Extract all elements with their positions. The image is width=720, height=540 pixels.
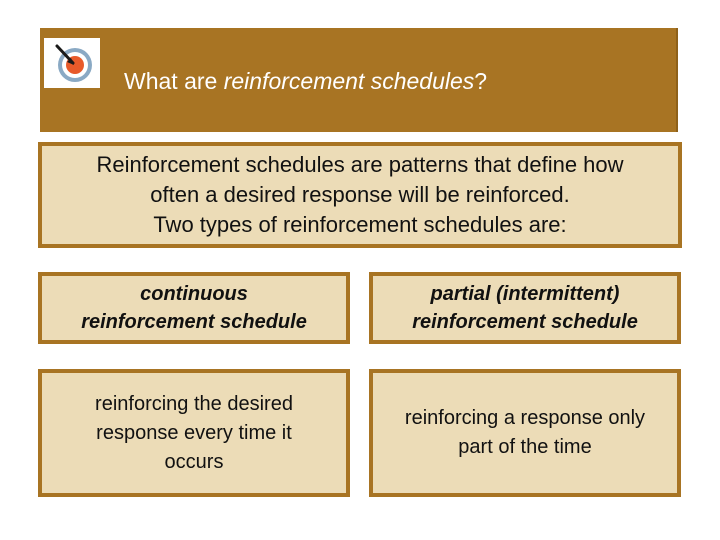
partial-heading-line: reinforcement schedule	[412, 311, 638, 333]
target-arrow-icon	[44, 38, 100, 88]
partial-heading-box	[369, 272, 681, 344]
partial-description-line: part of the time	[458, 436, 592, 458]
title-bar	[40, 28, 678, 132]
definition-box	[38, 142, 682, 248]
partial-description-box	[369, 369, 681, 497]
definition-line: Reinforcement schedules are patterns that define how	[96, 152, 624, 177]
page-title: What are reinforcement schedules?	[124, 68, 488, 94]
continuous-heading-box	[38, 272, 350, 344]
definition-line: often a desired response will be reinforced.	[150, 182, 570, 207]
definition-line: Two types of reinforcement schedules are:	[153, 212, 567, 237]
continuous-heading-line: reinforcement schedule	[81, 311, 307, 333]
continuous-heading-line: continuous	[140, 283, 248, 305]
continuous-description-line: response every time it	[96, 421, 292, 444]
partial-description-line: reinforcing a response only	[404, 407, 646, 429]
continuous-description-line: occurs	[164, 450, 224, 473]
continuous-description-line: reinforcing the desired	[95, 392, 293, 415]
partial-heading-line: partial (intermittent)	[430, 283, 620, 305]
continuous-description-box	[38, 369, 350, 497]
